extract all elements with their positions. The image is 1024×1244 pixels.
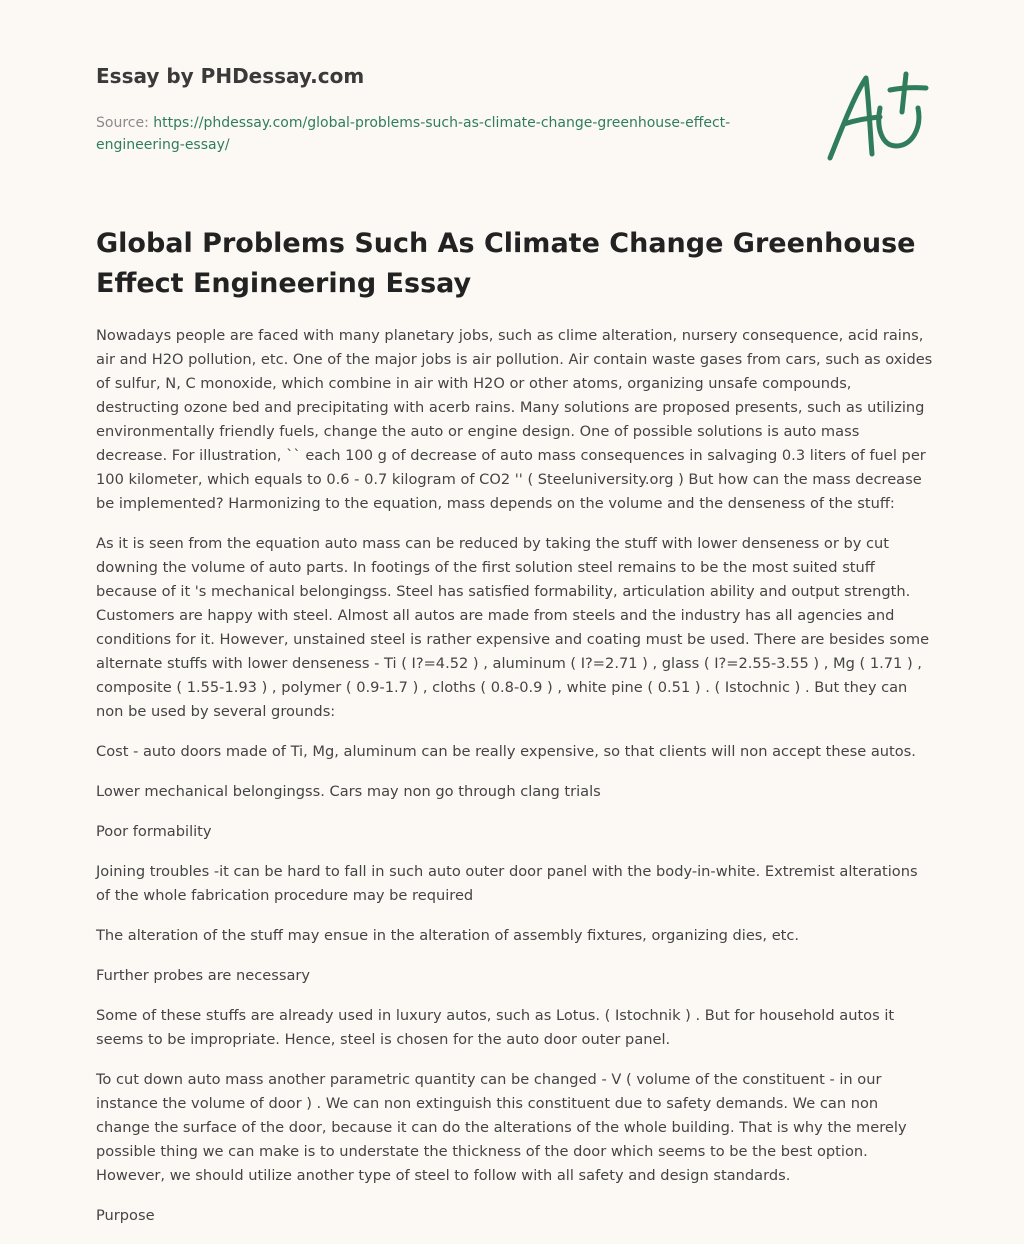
site-title: Essay by PHDessay.com — [96, 64, 365, 88]
essay-paragraph: Purpose — [96, 1207, 155, 1224]
essay-paragraph: Lower mechanical belongingss. Cars may non go through clang trials — [96, 783, 601, 800]
essay-paragraph: Cost - auto doors made of Ti, Mg, aluminum can be really expensive, so that clients will non accept these autos. — [96, 743, 916, 760]
essay-paragraph: Nowadays people are faced with many planetary jobs, such as clime alteration, nursery consequence, acid rains, air and H2O pollution, etc. One of the major jobs is air pollution. Air contain waste gases from cars, such as oxides of sulfur, N, C monoxide, which combine in air with H2O or other atoms, organizing unsafe compounds, destructing ozone bed and precipitating with acerb rains. Many solutions are proposed presents, such as utilizing environmentally friendly fuels, change the auto or engine design. One of possible solutions is auto mass decrease. For illustration, `` each 100 g of decrease of auto mass consequences in salvaging 0.3 liters of fuel per 100 kilometer, which equals to 0.6 - 0.7 kilogram of CO2 '' ( Steeluniversity.org ) But how can the mass decrease be implemented? Harmonizing to the equation, mass depends on the volume and the denseness of the stuff: — [96, 327, 933, 512]
essay-body — [96, 324, 934, 1244]
essay-paragraph: Joining troubles -it can be hard to fall in such auto outer door panel with the body-in-white. Extremist alterations of the whole fabrication procedure may be required — [96, 863, 918, 904]
essay-paragraph: Poor formability — [96, 823, 212, 840]
essay-paragraph: Further probes are necessary — [96, 967, 311, 984]
a-plus-logo-icon — [820, 68, 932, 168]
source-line — [96, 112, 756, 156]
a-plus-logo — [820, 68, 932, 168]
essay-paragraph: As it is seen from the equation auto mass can be reduced by taking the stuff with lower denseness or by cut downing the volume of auto parts. In footings of the first solution steel remains to be the most suited stuff because of it 's mechanical belongingss. Steel has satisfied formability, articulation ability and output strength. Customers are happy with steel. Almost all autos are made from steels and the industry has all agencies and conditions for it. However, unstained steel is rather expensive and coating must be used. There are besides some alternate stuffs with lower denseness - Ti ( I?=4.52 ) , aluminum ( I?=2.71 ) , glass ( I?=2.55-3.55 ) , Mg ( 1.71 ) , composite ( 1.55-1.93 ) , polymer ( 0.9-1.7 ) , cloths ( 0.8-0.9 ) , white pine ( 0.51 ) . ( Istochnic ) . But they can non be used by several grounds: — [96, 535, 930, 720]
essay-paragraph: The alteration of the stuff may ensue in the alteration of assembly fixtures, organizing dies, etc. — [96, 927, 800, 944]
source-link[interactable]: https://phdessay.com/global-problems-such-as-climate-change-greenhouse-effect-engineering-essay/ — [96, 115, 731, 153]
essay-paragraph: Some of these stuffs are already used in luxury autos, such as Lotus. ( Istochnik ) . But for household autos it seems to be impropriate. Hence, steel is chosen for the auto door outer panel. — [96, 1007, 895, 1048]
essay-paragraph: To cut down auto mass another parametric quantity can be changed - V ( volume of the constituent - in our instance the volume of door ) . We can non extinguish this constituent due to safety demands. We can non change the surface of the door, because it can do the alterations of the whole building. That is why the merely possible thing we can make is to understate the thickness of the door which seems to be the best option. However, we should utilize another type of steel to follow with all safety and design standards. — [96, 1071, 907, 1184]
source-label: Source: — [96, 115, 149, 131]
essay-title: Global Problems Such As Climate Change Greenhouse Effect Engineering Essay — [96, 228, 916, 299]
